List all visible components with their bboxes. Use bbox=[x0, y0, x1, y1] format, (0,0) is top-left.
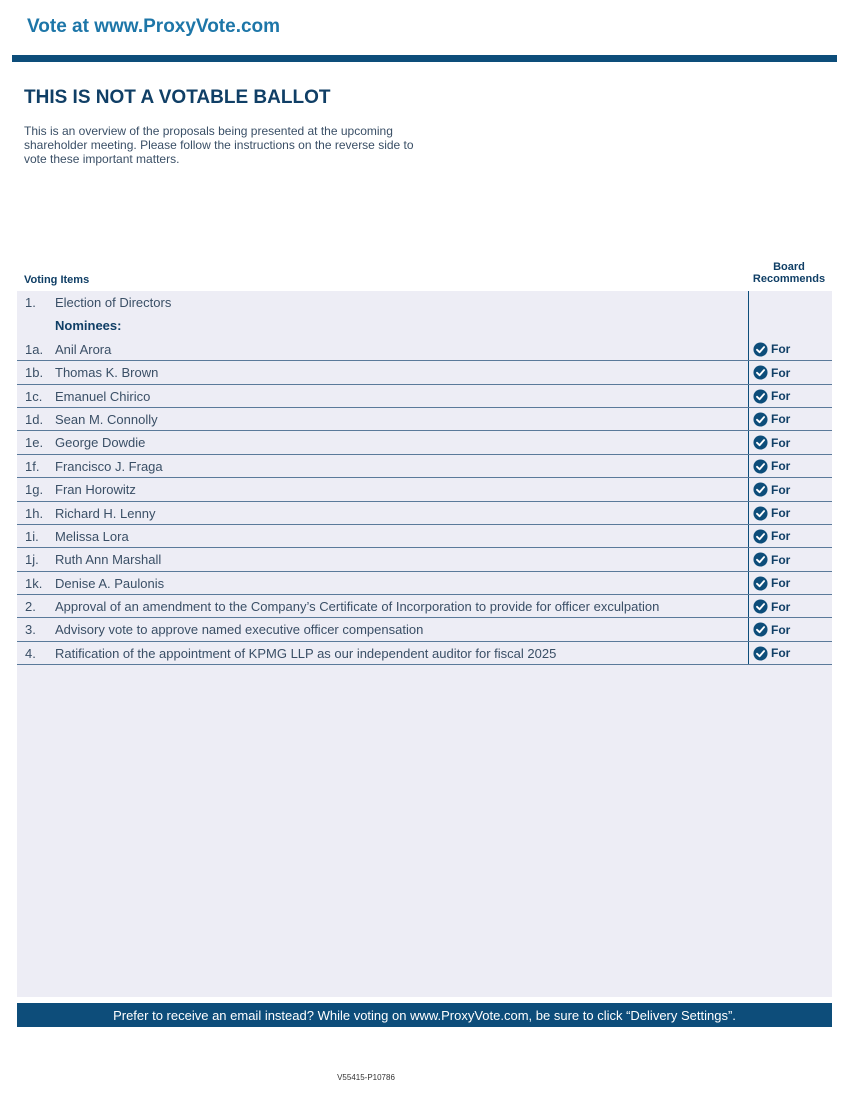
item-number: 1i. bbox=[25, 528, 39, 544]
check-circle-icon bbox=[753, 506, 768, 521]
recommends-label: Recommends bbox=[752, 273, 826, 285]
item-text: Francisco J. Fraga bbox=[55, 458, 163, 474]
item-text: Denise A. Paulonis bbox=[55, 575, 165, 591]
item-number: 4. bbox=[25, 645, 36, 661]
voting-item-row bbox=[17, 642, 832, 665]
item-text: Fran Horowitz bbox=[55, 482, 136, 498]
check-circle-icon bbox=[753, 599, 768, 614]
item-number: 1a. bbox=[25, 341, 44, 357]
item-number: 2. bbox=[25, 599, 36, 615]
check-circle-icon bbox=[753, 482, 768, 497]
board-label: Board bbox=[773, 261, 805, 273]
voting-item-row bbox=[17, 361, 832, 384]
board-recommendation bbox=[753, 598, 790, 615]
item-text: Thomas K. Brown bbox=[55, 365, 159, 381]
item-text: Ruth Ann Marshall bbox=[55, 552, 162, 568]
ballot-intro: This is an overview of the proposals being presented at the upcoming shareholder meeting. Please follow the instructions on the reverse side to vote these important matters. bbox=[24, 124, 414, 166]
board-recommendation bbox=[753, 388, 790, 405]
voting-item-row bbox=[17, 572, 832, 595]
board-recommendation bbox=[753, 551, 790, 568]
item-text: Approval of an amendment to the Company’s Certificate of Incorporation to provide for officer exculpation bbox=[55, 599, 660, 615]
recommendation-label: For bbox=[771, 365, 791, 380]
nominees-heading: Nominees: bbox=[55, 318, 122, 334]
voting-item-row bbox=[17, 525, 832, 548]
voting-item-row bbox=[17, 502, 832, 525]
board-recommendation bbox=[753, 458, 790, 475]
item-text: Melissa Lora bbox=[55, 528, 129, 544]
board-recommendation bbox=[753, 505, 790, 522]
voting-item-row bbox=[17, 385, 832, 408]
check-circle-icon bbox=[753, 435, 768, 450]
recommendation-label: For bbox=[771, 599, 791, 614]
check-circle-icon bbox=[753, 646, 768, 661]
check-circle-icon bbox=[753, 365, 768, 380]
item-text: Ratification of the appointment of KPMG LLP as our independent auditor for fiscal 2025 bbox=[55, 645, 557, 661]
item-text: Richard H. Lenny bbox=[55, 505, 156, 521]
board-recommendation bbox=[753, 575, 790, 592]
voting-item-row bbox=[17, 431, 832, 454]
item-number: 1e. bbox=[25, 435, 44, 451]
footer-bar bbox=[17, 1003, 832, 1027]
recommendation-label: For bbox=[771, 342, 791, 357]
voting-items-list bbox=[17, 291, 832, 665]
board-recommendation bbox=[753, 364, 790, 381]
voting-item-row bbox=[17, 455, 832, 478]
document-code: V55415-P10786 bbox=[337, 1073, 395, 1082]
recommendation-label: For bbox=[771, 576, 791, 591]
item-text: Election of Directors bbox=[55, 295, 172, 310]
voting-item-row bbox=[17, 314, 832, 337]
check-circle-icon bbox=[753, 529, 768, 544]
item-text: Advisory vote to approve named executive officer compensation bbox=[55, 622, 424, 638]
board-recommendation bbox=[753, 481, 790, 498]
check-circle-icon bbox=[753, 342, 768, 357]
item-number: 1d. bbox=[25, 411, 44, 427]
recommendation-label: For bbox=[771, 506, 791, 521]
item-text: Anil Arora bbox=[55, 341, 112, 357]
voting-item-row bbox=[17, 478, 832, 501]
board-recommendation bbox=[753, 621, 790, 638]
header-rule bbox=[12, 55, 837, 62]
recommendation-label: For bbox=[771, 459, 791, 474]
check-circle-icon bbox=[753, 389, 768, 404]
voting-item-row bbox=[17, 548, 832, 571]
item-text: Sean M. Connolly bbox=[55, 411, 158, 427]
board-recommendation bbox=[753, 645, 790, 662]
check-circle-icon bbox=[753, 552, 768, 567]
board-recommendation bbox=[753, 434, 790, 451]
item-number: 1j. bbox=[25, 552, 39, 568]
recommendation-label: For bbox=[771, 646, 791, 661]
header-title[interactable]: Vote at www.ProxyVote.com bbox=[27, 16, 281, 37]
check-circle-icon bbox=[753, 412, 768, 427]
recommendation-label: For bbox=[771, 622, 791, 637]
item-text: George Dowdie bbox=[55, 435, 146, 451]
check-circle-icon bbox=[753, 576, 768, 591]
voting-item-row bbox=[17, 595, 832, 618]
item-number: 1g. bbox=[25, 482, 44, 498]
board-recommendation bbox=[753, 341, 790, 358]
recommendation-label: For bbox=[771, 529, 791, 544]
recommendation-label: For bbox=[771, 482, 791, 497]
item-text: Emanuel Chirico bbox=[55, 388, 151, 404]
voting-item-row bbox=[17, 408, 832, 431]
board-recommendation bbox=[753, 528, 790, 545]
board-recommendation bbox=[753, 411, 790, 428]
recommendation-label: For bbox=[771, 552, 791, 567]
recommendation-label: For bbox=[771, 412, 791, 427]
ballot-title: THIS IS NOT A VOTABLE BALLOT bbox=[24, 87, 331, 108]
item-number: 1f. bbox=[25, 458, 40, 474]
item-number: 3. bbox=[25, 622, 36, 638]
item-number: 1c. bbox=[25, 388, 43, 404]
item-number: 1b. bbox=[25, 365, 44, 381]
column-header-board-recommends bbox=[748, 261, 830, 285]
item-number: 1k. bbox=[25, 575, 43, 591]
item-number: 1. bbox=[25, 295, 36, 310]
voting-item-row bbox=[17, 291, 832, 314]
column-header-voting-items: Voting Items bbox=[24, 274, 90, 286]
voting-item-row bbox=[17, 618, 832, 641]
recommendation-label: For bbox=[771, 389, 791, 404]
check-circle-icon bbox=[753, 459, 768, 474]
recommendation-label: For bbox=[771, 435, 791, 450]
item-number: 1h. bbox=[25, 505, 44, 521]
footer-message: Prefer to receive an email instead? While voting on www.ProxyVote.com, be sure to click “Delivery Settings”. bbox=[113, 1007, 736, 1023]
voting-item-row bbox=[17, 338, 832, 361]
check-circle-icon bbox=[753, 622, 768, 637]
